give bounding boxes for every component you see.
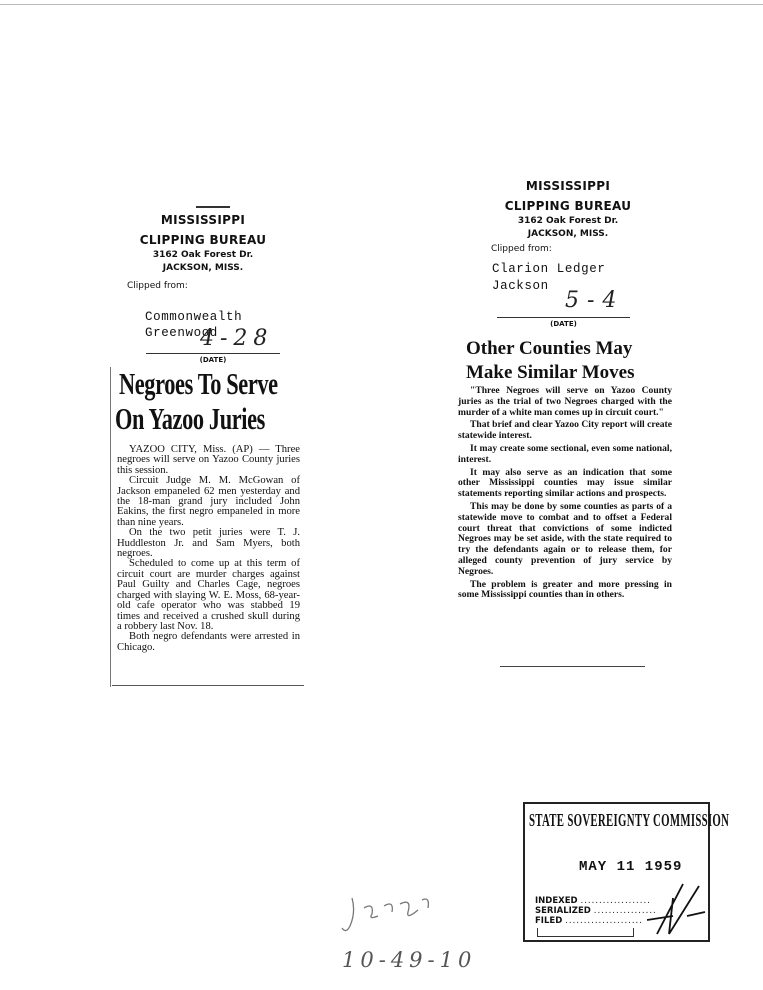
date-label: (DATE) xyxy=(550,320,577,328)
stamp-date: MAY 11 1959 xyxy=(579,859,683,875)
stamp-fields xyxy=(535,896,657,926)
headline: Other Counties May xyxy=(466,338,633,359)
bureau-address: 3162 Oak Forest Dr. xyxy=(517,216,619,226)
stamp-field-serialized: SERIALIZED ................. xyxy=(535,906,657,916)
paragraph: It may create some sectional, even some national, interest. xyxy=(458,442,672,465)
field-label: FILED xyxy=(535,916,563,926)
bureau-city: JACKSON, MISS. xyxy=(162,263,244,273)
article-body xyxy=(117,445,300,653)
article-body xyxy=(458,386,672,603)
paragraph: On the two petit juries were T. J. Huddleston Jr. and Sam Myers, both negroes. xyxy=(117,527,300,560)
paragraph: "Three Negroes will serve on Yazoo County juries as the trial of two Negroes charged with the murder of a white man comes up in circuit court." xyxy=(458,385,672,418)
bureau-name: CLIPPING BUREAU xyxy=(504,199,632,213)
source-name: Clarion Ledger xyxy=(492,262,606,276)
source-city: Greenwood xyxy=(145,326,218,340)
source-city: Jackson xyxy=(492,279,549,293)
source-name: Commonwealth xyxy=(145,310,243,324)
bureau-name: MISSISSIPPI xyxy=(160,213,246,227)
clipped-from-label: Clipped from: xyxy=(491,244,552,254)
bureau-address: 3162 Oak Forest Dr. xyxy=(152,250,254,260)
bureau-city: JACKSON, MISS. xyxy=(527,229,609,239)
header-rule xyxy=(196,206,230,208)
article-bottom-rule xyxy=(112,685,304,686)
bureau-header-right xyxy=(488,176,648,241)
headline: Make Similar Moves xyxy=(466,362,635,383)
bureau-name: MISSISSIPPI xyxy=(525,179,611,193)
handwritten-file-number: 10-49-10 xyxy=(342,948,477,972)
stamp-field-indexed: INDEXED ................... xyxy=(535,896,651,906)
paragraph: It may also serve as an indication that some other Mississippi counties may issue similar statements reporting similar actions and prospects. xyxy=(458,466,672,500)
handwritten-date: 4-28 xyxy=(200,326,274,351)
headline: On Yazoo Juries xyxy=(115,401,266,436)
handwritten-scribble xyxy=(338,892,438,940)
clipped-from-label: Clipped from: xyxy=(127,281,188,291)
date-rule xyxy=(497,317,630,318)
paragraph: The problem is greater and more pressing in some Mississippi counties than in others. xyxy=(458,578,672,601)
date-rule xyxy=(146,353,280,354)
field-label: SERIALIZED xyxy=(535,906,591,916)
paragraph: This may be done by some counties as parts of a statewide move to combat and to offset a Federal court threat that convictions of some indicted Negroes may be set aside, with the state required to try the defendants again or to release them, for alleged county prevention of jury service by Negroes. xyxy=(458,500,672,577)
article-left xyxy=(110,367,303,687)
paragraph: That brief and clear Yazoo City report will create statewide interest. xyxy=(458,419,672,442)
bureau-name: CLIPPING BUREAU xyxy=(139,233,267,247)
sovereignty-commission-stamp xyxy=(523,802,730,942)
paragraph: Both negro defendants were arrested in Chicago. xyxy=(117,631,300,653)
headline: Negroes To Serve xyxy=(119,366,278,401)
initials-signature xyxy=(643,876,707,938)
article-bottom-rule xyxy=(500,666,645,667)
stamp-box xyxy=(537,928,634,937)
field-label: INDEXED xyxy=(535,896,578,906)
stamp-title: STATE SOVEREIGNTY COMMISSION xyxy=(529,810,730,830)
scan-edge-line xyxy=(0,4,763,5)
article-right xyxy=(458,336,678,676)
paragraph: Circuit Judge M. M. McGowan of Jackson empaneled 62 men yesterday and the 18-man grand jury included John Eakins, the first negro empaneled in more than nine years. xyxy=(117,475,300,528)
bureau-header-left xyxy=(118,210,288,275)
date-label: (DATE) xyxy=(199,356,227,364)
paragraph: Scheduled to come up at this term of circuit court are murder charges against Paul Guilty and Charles Cage, negroes charged with slaying W. E. Moss, 68-year-old cafe operator who was stabbed 19 times and received a crushed skull during a robbery last Nov. 18. xyxy=(117,558,300,632)
stamp-field-filed: FILED ..................... xyxy=(535,916,643,926)
paragraph: YAZOO CITY, Miss. (AP) — Three negroes will serve on Yazoo County juries this session. xyxy=(117,444,300,476)
handwritten-date: 5-4 xyxy=(565,288,625,313)
